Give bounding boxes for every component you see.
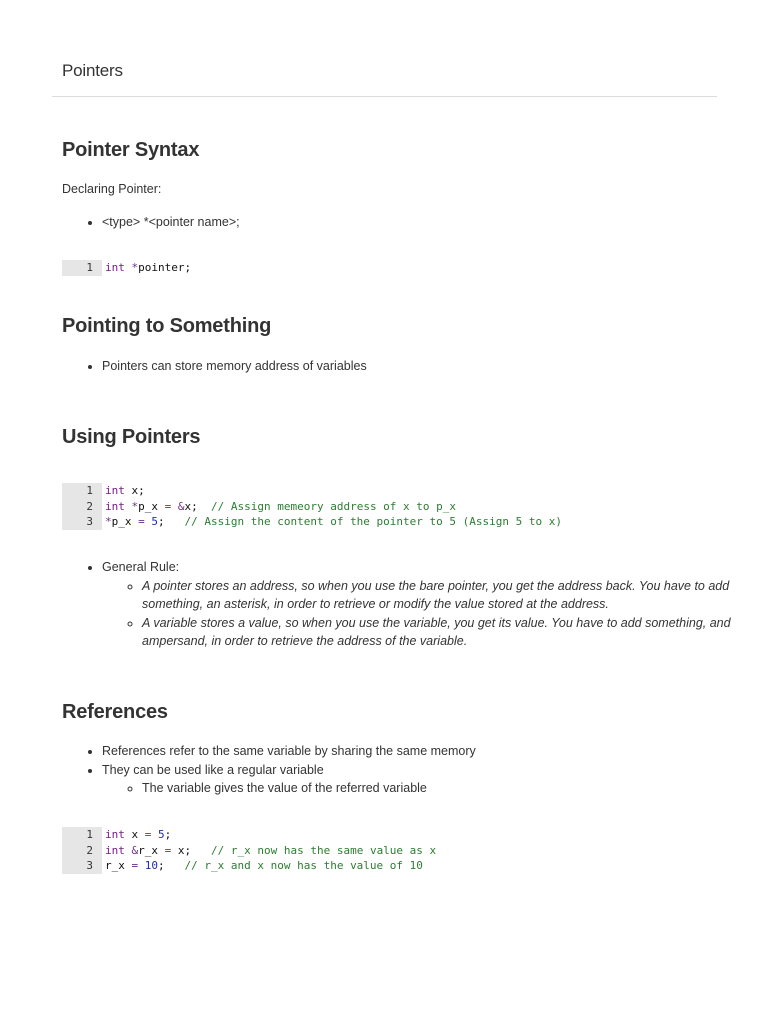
heading-references: References bbox=[62, 701, 168, 723]
code-token: = bbox=[131, 859, 139, 872]
code-token: * bbox=[105, 515, 112, 528]
code-token: 5 bbox=[151, 515, 158, 528]
heading-using-pointers: Using Pointers bbox=[62, 426, 201, 448]
list-item bbox=[102, 558, 762, 651]
code-block-using-pointers bbox=[62, 483, 562, 530]
code-token bbox=[125, 261, 132, 274]
code-token: p_x bbox=[138, 499, 165, 513]
code-token bbox=[151, 828, 158, 841]
heading-pointer-syntax: Pointer Syntax bbox=[62, 139, 200, 161]
page-title: Pointers bbox=[62, 61, 123, 80]
title-divider bbox=[52, 96, 717, 97]
code-token: * bbox=[131, 499, 139, 513]
general-rule-list bbox=[62, 558, 762, 651]
code-line bbox=[62, 858, 436, 874]
code-block-references bbox=[62, 827, 436, 874]
code-token: ; bbox=[158, 859, 185, 872]
code-token: p_x bbox=[111, 515, 139, 528]
pointing-bullet-list bbox=[62, 357, 762, 376]
code-token: = bbox=[138, 515, 145, 528]
line-number: 1 bbox=[62, 260, 102, 276]
code-token bbox=[125, 500, 132, 513]
code-line bbox=[62, 260, 191, 276]
line-number: 2 bbox=[62, 843, 102, 859]
heading-pointing-to-something: Pointing to Something bbox=[62, 315, 272, 337]
list-item-label: They can be used like a regular variable bbox=[102, 762, 324, 777]
code-text bbox=[105, 260, 191, 276]
code-token: x; bbox=[124, 484, 145, 497]
code-line bbox=[62, 827, 436, 843]
code-token: = bbox=[164, 843, 172, 857]
code-line bbox=[62, 843, 436, 859]
code-token: = bbox=[144, 828, 152, 841]
code-line bbox=[62, 514, 562, 530]
declaring-pointer-label: Declaring Pointer: bbox=[62, 182, 162, 196]
line-number: 1 bbox=[62, 827, 102, 843]
code-token: pointer; bbox=[138, 261, 192, 274]
code-token: // r_x now has the same value as x bbox=[211, 843, 437, 857]
list-item: ◦ The variable gives the value of the referred variable bbox=[142, 779, 762, 798]
code-token: 5 bbox=[158, 828, 165, 841]
code-token: & bbox=[131, 843, 139, 857]
code-text bbox=[105, 499, 456, 515]
code-text bbox=[105, 483, 145, 499]
code-token: // Assign memeory address of x to p_x bbox=[211, 499, 457, 513]
line-number: 2 bbox=[62, 499, 102, 515]
code-token: int bbox=[105, 261, 125, 274]
code-token: int bbox=[105, 499, 125, 513]
references-bullet-list bbox=[62, 742, 762, 798]
code-token: = bbox=[164, 499, 172, 513]
code-line bbox=[62, 483, 562, 499]
code-token: int bbox=[105, 484, 125, 497]
line-number: 1 bbox=[62, 483, 102, 499]
rules-sub-list bbox=[102, 577, 762, 651]
code-token bbox=[171, 500, 178, 513]
code-token: r_x bbox=[105, 859, 132, 872]
code-line bbox=[62, 499, 562, 515]
list-item: ◦ A variable stores a value, so when you use the variable, you get its value. You have to add something, and ampersand, in order to retrieve the address of the variable. bbox=[142, 614, 762, 651]
code-text bbox=[105, 843, 436, 859]
code-token: // r_x and x now has the value of 10 bbox=[184, 859, 423, 872]
line-number: 3 bbox=[62, 514, 102, 530]
list-item: • Pointers can store memory address of variables bbox=[102, 357, 762, 376]
code-token: * bbox=[131, 261, 139, 274]
general-rule-label: General Rule: bbox=[102, 560, 180, 574]
line-number: 3 bbox=[62, 858, 102, 874]
code-token bbox=[138, 859, 145, 872]
list-item: • <type> *<pointer name>; bbox=[102, 213, 762, 232]
code-token: 10 bbox=[144, 859, 158, 872]
code-text bbox=[105, 858, 423, 874]
code-text bbox=[105, 514, 562, 530]
code-block-syntax bbox=[62, 260, 191, 276]
syntax-bullet-list bbox=[62, 213, 762, 232]
code-token bbox=[125, 844, 132, 857]
code-text bbox=[105, 827, 171, 843]
code-token: int bbox=[105, 843, 125, 857]
code-token: x; bbox=[184, 499, 211, 513]
code-token: int bbox=[105, 828, 125, 841]
code-token: r_x bbox=[138, 843, 165, 857]
code-token: x; bbox=[171, 843, 211, 857]
code-token: ; bbox=[164, 828, 172, 841]
list-item: • References refer to the same variable by sharing the same memory bbox=[102, 742, 762, 761]
references-sub-list bbox=[102, 779, 762, 798]
code-token: & bbox=[177, 499, 185, 513]
code-token: x bbox=[124, 828, 145, 841]
code-token: // Assign the content of the pointer to 5 (Assign 5 to x) bbox=[184, 515, 562, 528]
list-item bbox=[102, 761, 762, 798]
code-token: ; bbox=[158, 515, 185, 528]
list-item: ◦ A pointer stores an address, so when you use the bare pointer, you get the address back. You have to add something, an asterisk, in order to retrieve or modify the value stored at the address. bbox=[142, 577, 762, 614]
